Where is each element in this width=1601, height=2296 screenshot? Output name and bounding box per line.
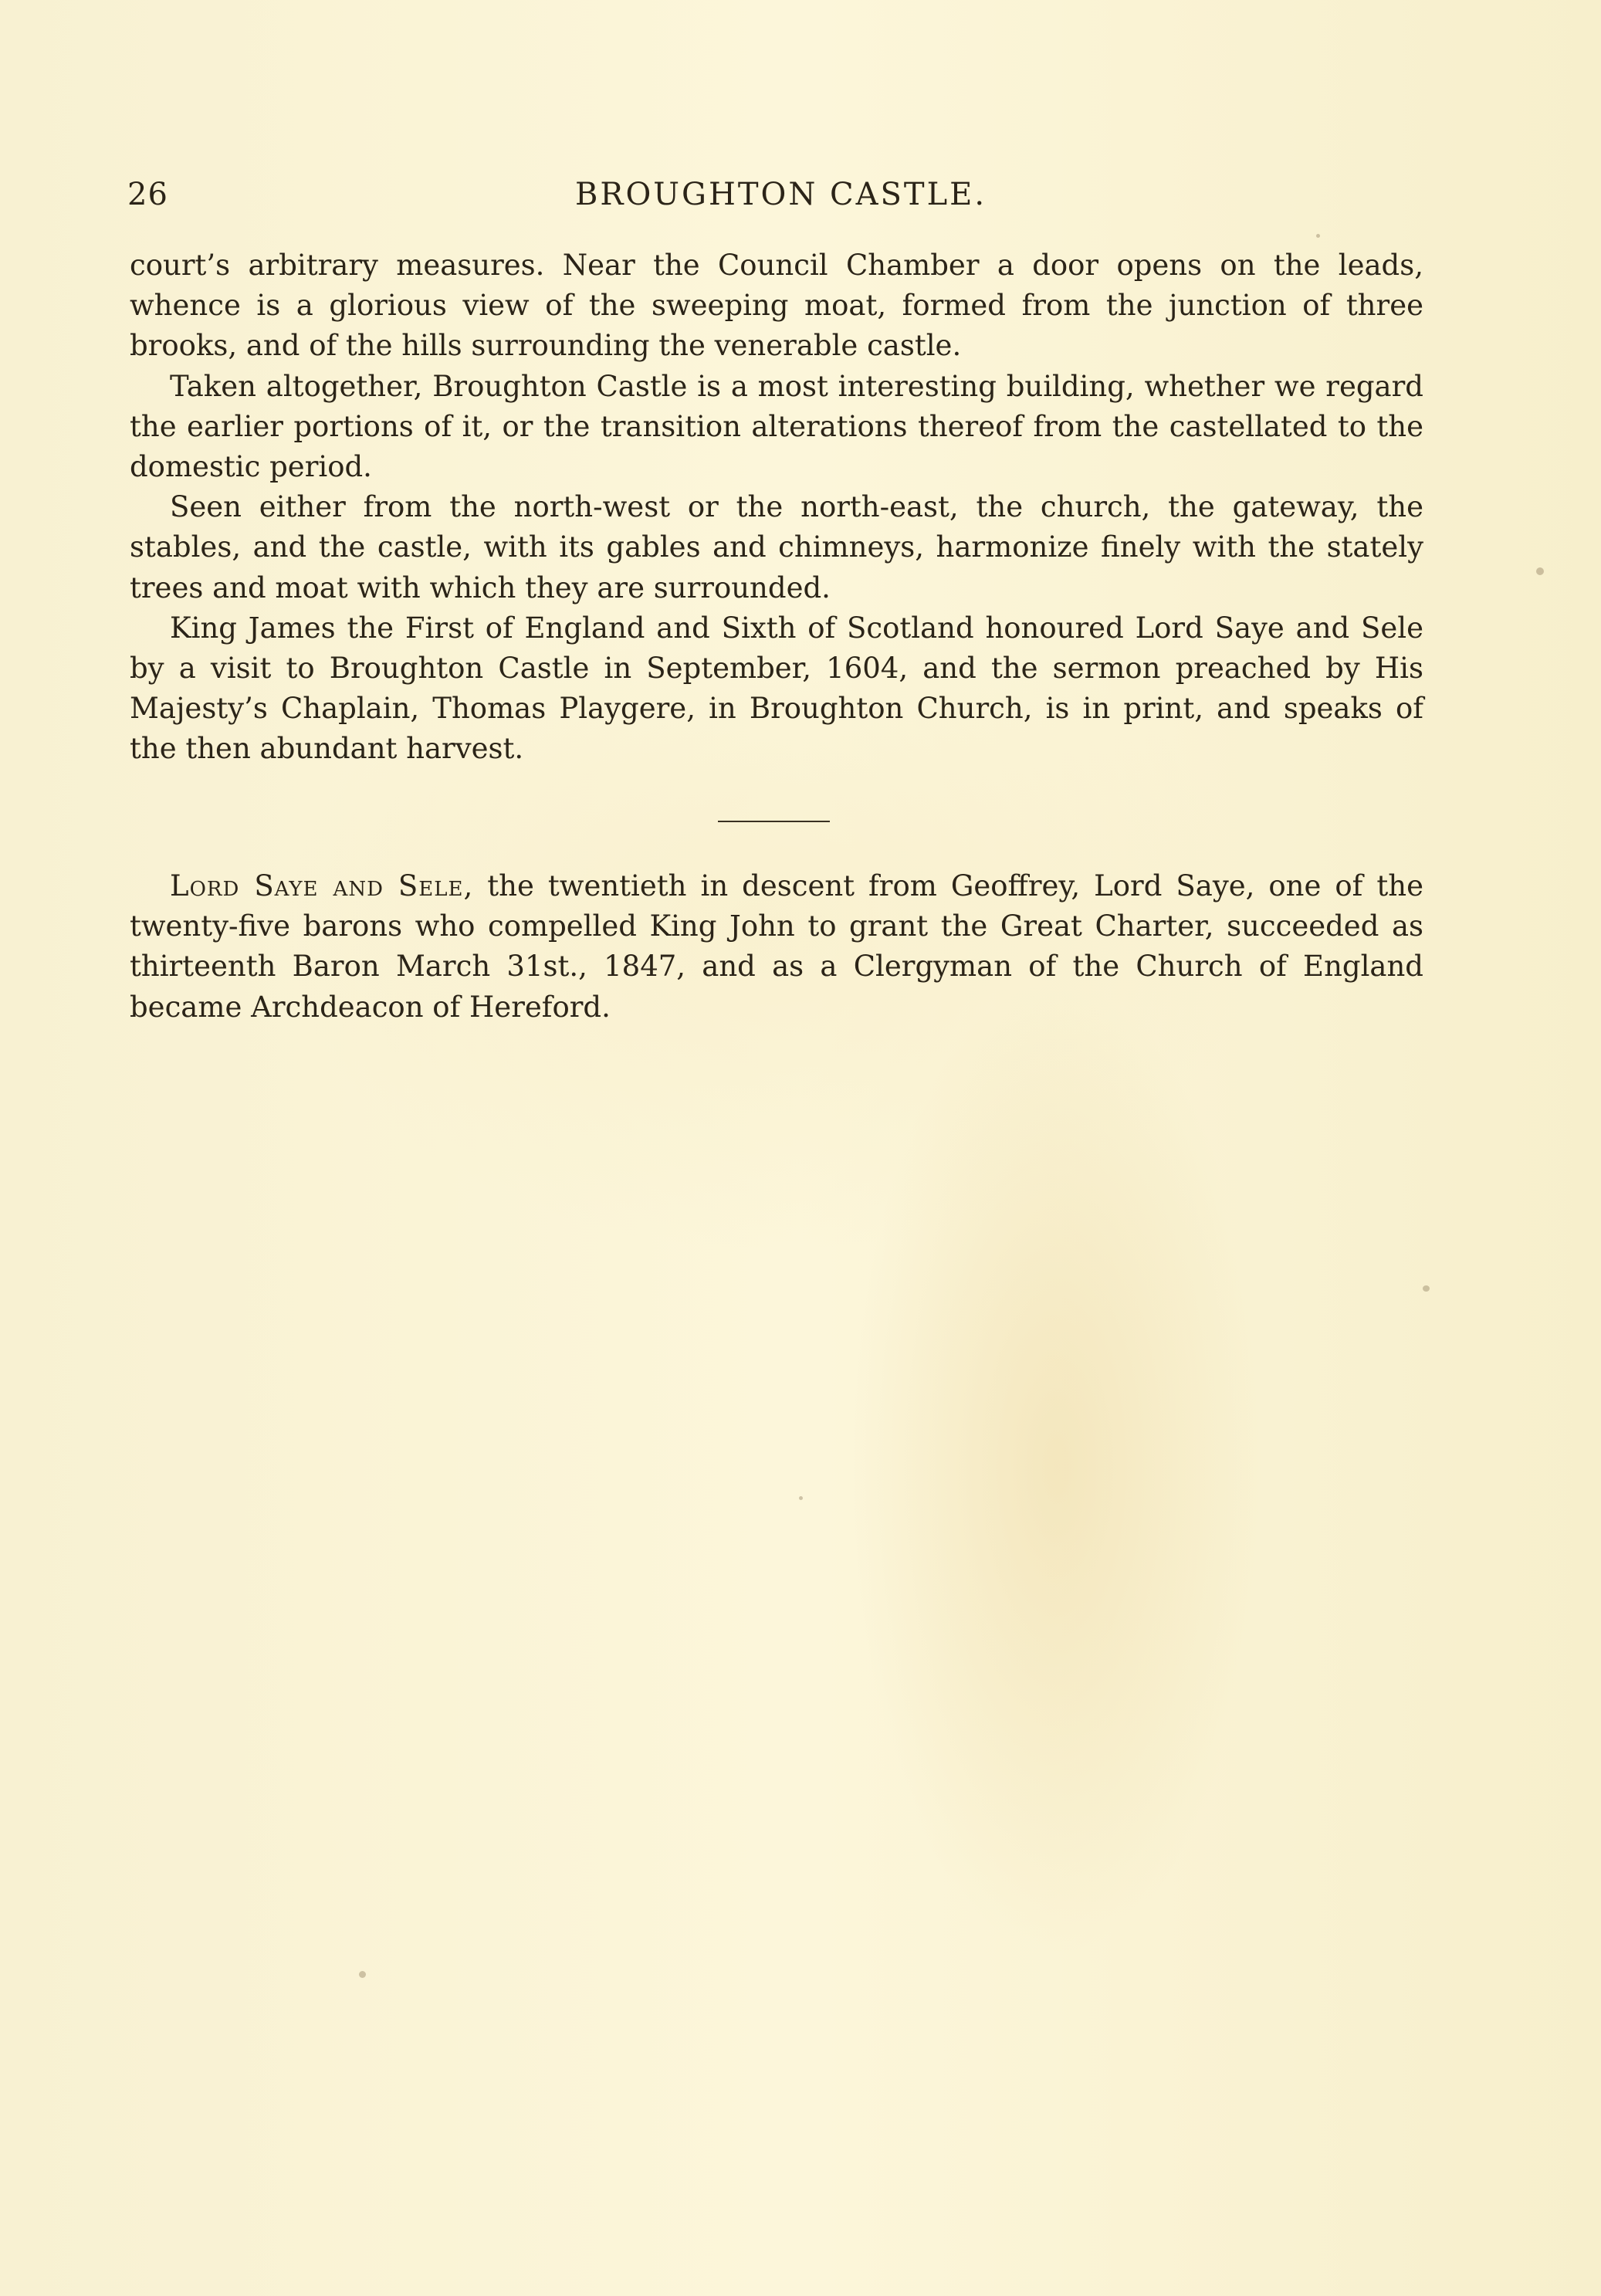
paragraph-seen-either: Seen either from the north-west or the north-east, the church, the gateway, the stables, and the castle, with its gables and chimneys, harmonize finely with the stately trees and moat with which they are surrounded. [130,490,1423,604]
paragraph-king-james: King James the First of England and Sixth of Scotland honoured Lord Saye and Sele by a visit to Broughton Castle in September, 1604, and the sermon preached by His Majesty’s Chaplain, Thomas Playgere, in Broughton Church, is in print, and speaks of the then abundant harvest. [130,611,1423,766]
paragraph-council-chamber: court’s arbitrary measures. Near the Council Chamber a door opens on the leads, whence is a glorious view of the sweeping moat, formed from the junction of three brooks, and of the hills surrounding the venerable castle. [130,249,1423,363]
page-number: 26 [127,177,168,212]
paper-speck [799,1496,803,1500]
lord-saye-text: the twentieth in descent from Geoffrey, Lord Saye, one of the twenty-five barons who compelled King John to grant the Great Charter, succeeded as thirteenth Baron March 31st., 1847, and as a Clergyman of the Church of England became Archdeacon of Hereford. [130,869,1423,1024]
paper-speck [1536,567,1544,575]
paragraph-taken-altogether: Taken altogether, Broughton Castle is a most interesting building, whether we regard the earlier portions of it, or the transition alterations thereof from the castellated to the domestic period. [130,369,1423,484]
page-header [127,171,1424,218]
paper-speck [1423,1285,1430,1292]
biography-note [130,866,1423,1028]
paper-speck [359,1971,366,1978]
paper-speck [1316,234,1320,238]
lord-saye-name: Lord Saye and Sele, [170,869,474,902]
running-title: BROUGHTON CASTLE. [575,177,987,212]
main-text [130,246,1423,770]
paragraph-lord-saye [130,866,1423,1028]
section-divider [718,821,830,822]
